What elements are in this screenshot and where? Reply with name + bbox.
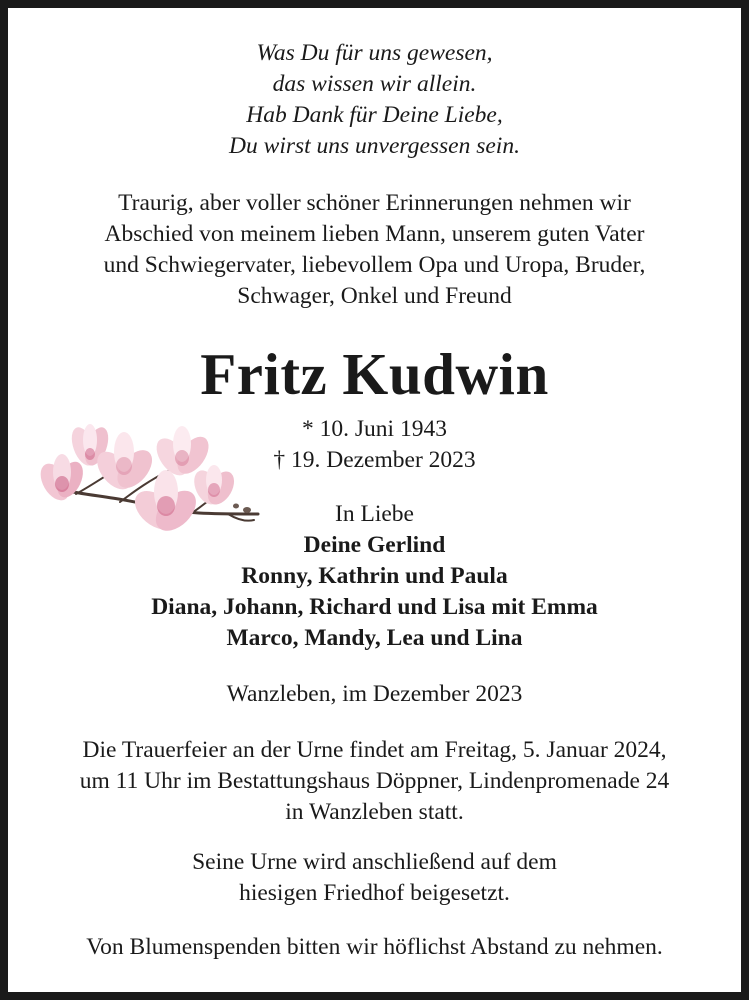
family-member: Deine Gerlind <box>303 532 446 558</box>
poem-line: Hab Dank für Deine Liebe, <box>246 102 503 128</box>
ceremony-line: Die Trauerfeier an der Urne findet am Freitag, 5. Januar 2024, <box>82 737 667 763</box>
ceremony-info <box>8 735 741 828</box>
intro-text <box>8 188 741 312</box>
family-signature <box>8 499 741 654</box>
poem-line: Was Du für uns gewesen, <box>256 40 493 66</box>
urn-line: Seine Urne wird anschließend auf dem <box>192 849 557 875</box>
intro-line: Schwager, Onkel und Freund <box>237 283 512 309</box>
place-date: Wanzleben, im Dezember 2023 <box>226 681 523 707</box>
poem-line: Du wirst uns unvergessen sein. <box>229 133 520 159</box>
family-intro: In Liebe <box>335 501 414 527</box>
death-date: † 19. Dezember 2023 <box>273 447 476 473</box>
deceased-name: Fritz Kudwin <box>200 341 549 407</box>
poem <box>8 38 741 162</box>
intro-line: und Schwiegervater, liebevollem Opa und Uropa, Bruder, <box>103 252 646 278</box>
birth-date: * 10. Juni 1943 <box>302 416 447 442</box>
flowers-note: Von Blumenspenden bitten wir höflichst Abstand zu nehmen. <box>86 934 663 960</box>
obituary <box>8 8 741 992</box>
poem-line: das wissen wir allein. <box>272 71 477 97</box>
urn-line: hiesigen Friedhof beigesetzt. <box>239 880 510 906</box>
intro-line: Abschied von meinem lieben Mann, unserem guten Vater <box>104 221 645 247</box>
urn-burial-info <box>8 847 741 909</box>
intro-line: Traurig, aber voller schöner Erinnerungen nehmen wir <box>118 190 631 216</box>
family-member: Diana, Johann, Richard und Lisa mit Emma <box>151 594 598 620</box>
ceremony-line: in Wanzleben statt. <box>285 799 464 825</box>
life-dates <box>8 414 741 476</box>
family-member: Marco, Mandy, Lea und Lina <box>226 625 523 651</box>
ceremony-line: um 11 Uhr im Bestattungshaus Döppner, Lindenpromenade 24 <box>79 768 670 794</box>
family-member: Ronny, Kathrin und Paula <box>241 563 508 589</box>
